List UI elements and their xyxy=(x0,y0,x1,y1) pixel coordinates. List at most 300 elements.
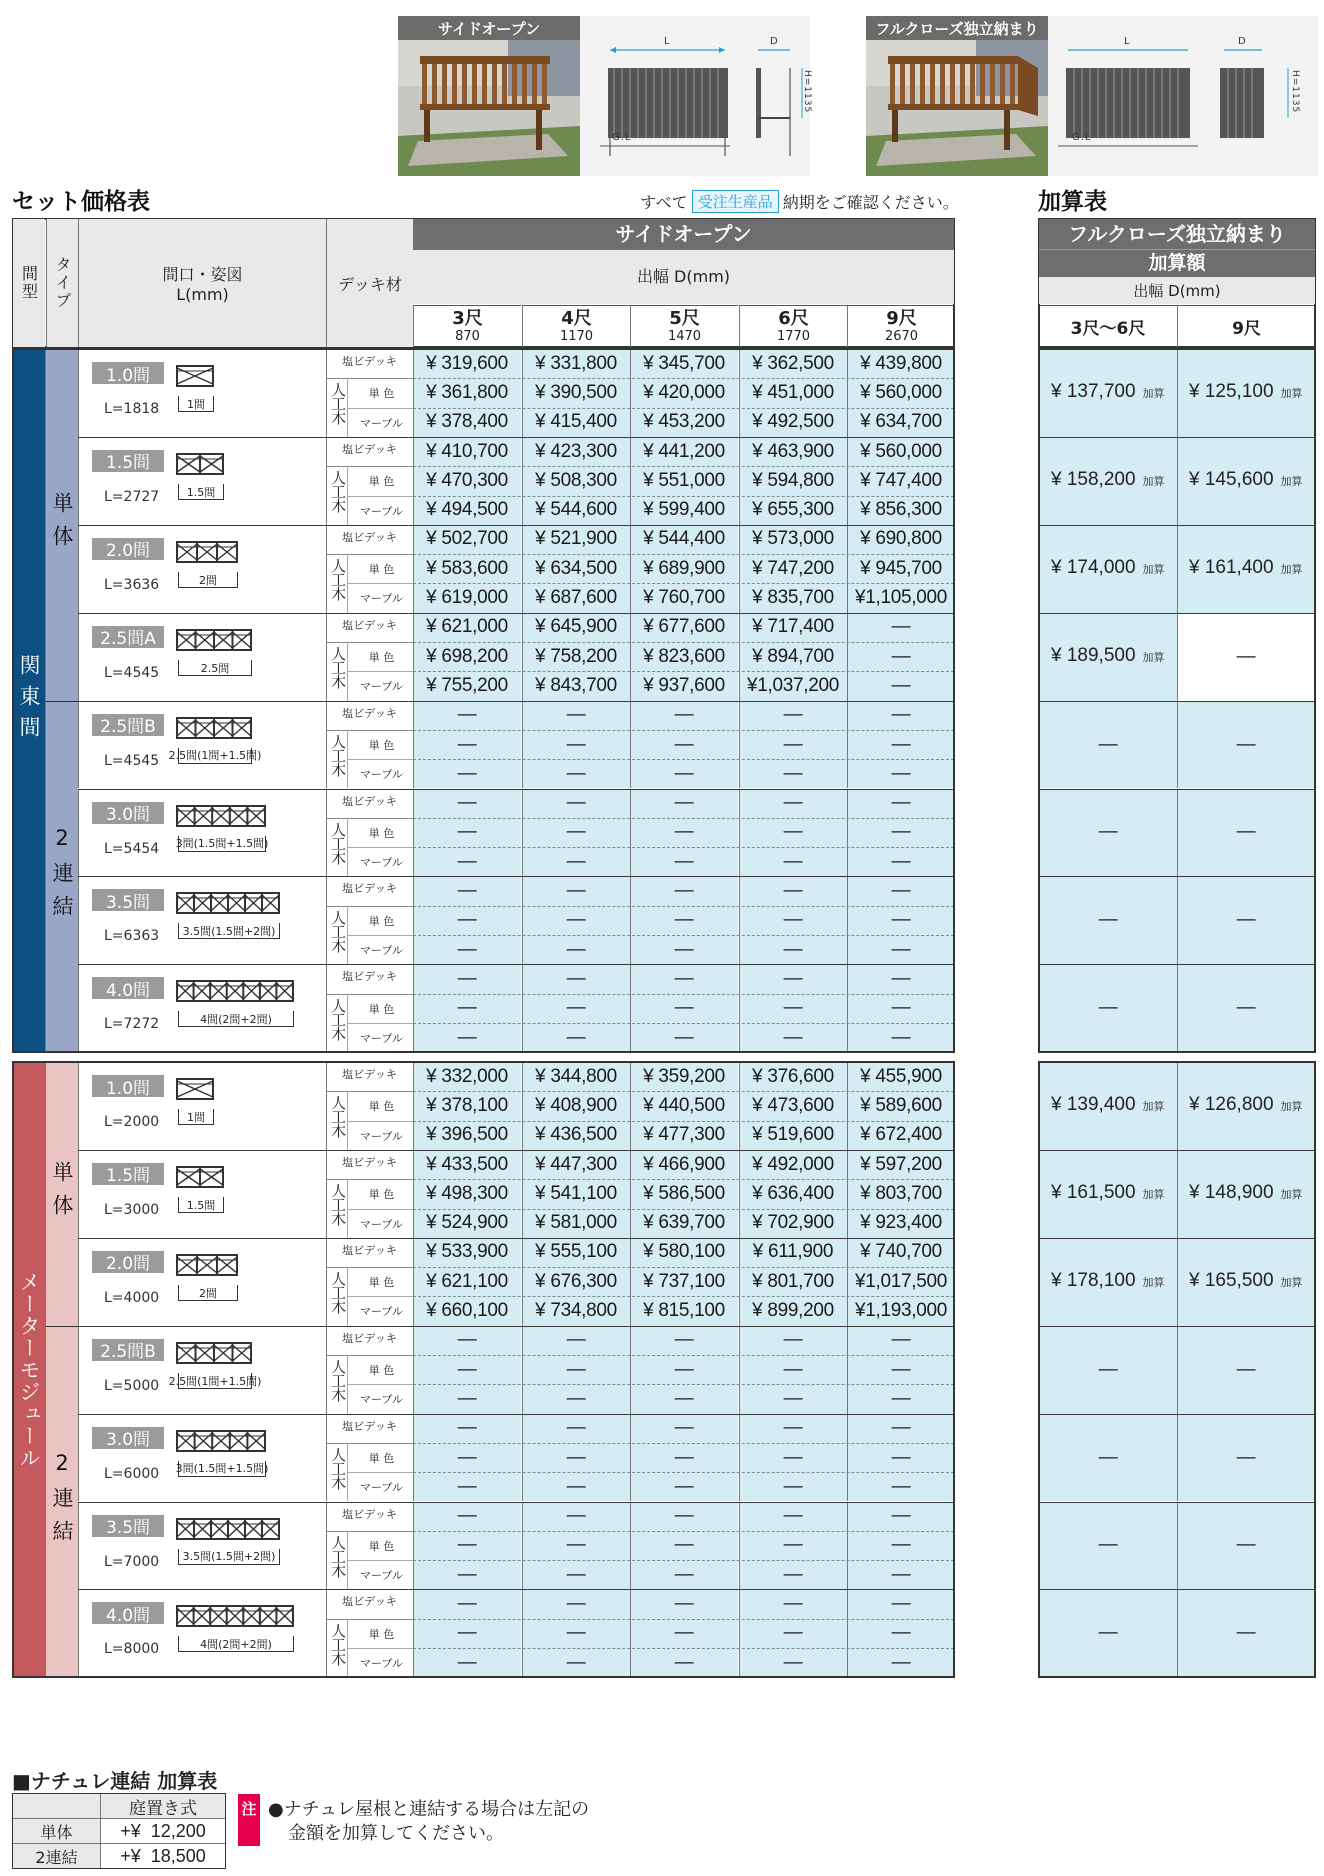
price-cell: ¥ 581,000 xyxy=(535,1212,617,1234)
add-cell xyxy=(1189,381,1303,403)
deck-divider-2 xyxy=(347,1121,413,1122)
add-cell: — xyxy=(1236,645,1256,667)
price-cell: — xyxy=(566,1563,586,1585)
deck-jinkou-label: 人工木 xyxy=(329,733,347,776)
row-separator xyxy=(78,876,955,877)
deck-divider-v xyxy=(347,906,348,965)
maguchi-badge: 2.0間 xyxy=(92,538,164,560)
maguchi-length: L=4000 xyxy=(104,1289,160,1306)
deck-divider-v xyxy=(347,1619,348,1678)
deck-divider-2 xyxy=(347,847,413,848)
deck-divider-v xyxy=(347,554,348,613)
price-cell: — xyxy=(783,1651,803,1673)
price-cell: ¥ 717,400 xyxy=(752,616,834,638)
group-label: メーターモジュール xyxy=(17,1270,41,1469)
price-cell: — xyxy=(566,1534,586,1556)
price-cell: — xyxy=(783,762,803,784)
price-cell: — xyxy=(566,1505,586,1527)
nature-row-label-0: 単体 xyxy=(13,1818,100,1843)
price-cell: — xyxy=(457,821,477,843)
row-separator xyxy=(1039,1326,1316,1327)
price-cell: — xyxy=(457,1475,477,1497)
price-cell: ¥ 361,800 xyxy=(426,381,508,403)
price-cell: ¥ 599,400 xyxy=(643,499,725,521)
maguchi-figure-label: 1.5間 xyxy=(178,484,224,500)
price-cell: ¥ 689,900 xyxy=(643,557,725,579)
price-cell: ¥ 533,900 xyxy=(426,1241,508,1263)
maguchi-badge: 1.5間 xyxy=(92,1163,164,1185)
dim-H-label: H=1135 xyxy=(802,70,812,114)
price-cell: — xyxy=(457,1593,477,1615)
price-cell: ¥ 477,300 xyxy=(643,1124,725,1146)
price-cell: ¥ 466,900 xyxy=(643,1153,725,1175)
deck-marble-label: マーブル xyxy=(359,1481,403,1495)
price-cell: ¥ 823,600 xyxy=(643,645,725,667)
deck-divider-2 xyxy=(347,1384,413,1385)
price-cell: ¥ 583,600 xyxy=(426,557,508,579)
add-value: ¥ 174,000 xyxy=(1051,556,1136,578)
deck-jinkou-label: 人工木 xyxy=(329,470,347,513)
size-mm: 870 xyxy=(455,329,480,344)
price-cell: — xyxy=(891,762,911,784)
maguchi-length: L=5454 xyxy=(104,840,160,857)
add-suffix: 加算 xyxy=(1280,1276,1303,1289)
deck-resin-label: 塩ビデッキ xyxy=(342,618,397,632)
deck-jinkou-label: 人工木 xyxy=(329,1095,347,1138)
size-mm: 2670 xyxy=(884,329,919,344)
price-cell: ¥ 439,800 xyxy=(860,352,942,374)
price-cell: — xyxy=(891,1475,911,1497)
price-cell: — xyxy=(783,850,803,872)
price-cell: — xyxy=(783,1563,803,1585)
deck-marble-label: マーブル xyxy=(359,1393,403,1407)
add-suffix: 加算 xyxy=(1142,1276,1165,1289)
add-cell: — xyxy=(1098,997,1118,1019)
price-cell: — xyxy=(891,1563,911,1585)
price-row-divider xyxy=(413,1091,954,1092)
add-value: ¥ 137,700 xyxy=(1051,380,1136,402)
price-cell: — xyxy=(783,909,803,931)
deck-resin-label: 塩ビデッキ xyxy=(342,1243,397,1257)
deck-tan-label: 単 色 xyxy=(368,387,395,401)
add-cell: — xyxy=(1236,733,1256,755)
addition-title: 加算表 xyxy=(1038,189,1107,215)
add-value: ¥ 165,500 xyxy=(1189,1269,1274,1291)
maguchi-figure-label: 3.5間(1.5間+2間) xyxy=(178,1549,280,1565)
price-cell: ¥ 463,900 xyxy=(752,440,834,462)
price-cell: ¥ 580,100 xyxy=(643,1241,725,1263)
nature-header: 庭置き式 xyxy=(100,1794,225,1818)
price-cell: — xyxy=(674,1446,694,1468)
price-cell: — xyxy=(457,1534,477,1556)
add-value: ¥ 158,200 xyxy=(1051,468,1136,490)
deck-divider xyxy=(326,1619,413,1620)
price-cell: — xyxy=(783,1026,803,1048)
add-cell: — xyxy=(1236,1358,1256,1380)
price-cell: — xyxy=(566,938,586,960)
photo2-label: フルクローズ独立納まり xyxy=(866,16,1048,40)
price-cell: — xyxy=(566,967,586,989)
maguchi-length: L=6363 xyxy=(104,928,160,945)
add-cell xyxy=(1189,1270,1303,1292)
price-cell: ¥ 560,000 xyxy=(860,440,942,462)
price-cell: ¥ 672,400 xyxy=(860,1124,942,1146)
price-row-divider xyxy=(413,583,954,584)
deck-divider xyxy=(326,642,413,643)
maguchi-badge: 1.0間 xyxy=(92,1075,164,1097)
add-cell: — xyxy=(1236,1446,1256,1468)
nature-addition-table xyxy=(12,1793,226,1869)
header-add-amount: 加算額 xyxy=(1039,249,1315,277)
maguchi-length: L=5000 xyxy=(104,1377,160,1394)
price-cell: — xyxy=(674,1358,694,1380)
add-value: ¥ 125,100 xyxy=(1189,380,1274,402)
price-cell: ¥ 636,400 xyxy=(752,1182,834,1204)
add-cell: — xyxy=(1236,1622,1256,1644)
price-cell: ¥ 645,900 xyxy=(535,616,617,638)
price-cell: ¥ 331,800 xyxy=(535,352,617,374)
row-separator xyxy=(1039,1238,1316,1239)
price-cell: — xyxy=(566,1622,586,1644)
add-value: ¥ 161,500 xyxy=(1051,1181,1136,1203)
price-cell: — xyxy=(783,1358,803,1380)
price-cell: ¥1,193,000 xyxy=(854,1300,948,1322)
price-cell: ¥ 899,200 xyxy=(752,1300,834,1322)
price-cell: — xyxy=(891,1026,911,1048)
deck-divider xyxy=(326,1355,413,1356)
price-cell: — xyxy=(891,1505,911,1527)
add-suffix: 加算 xyxy=(1142,387,1165,400)
deck-divider xyxy=(326,378,413,379)
add-cell: — xyxy=(1098,1622,1118,1644)
price-cell: ¥ 923,400 xyxy=(860,1212,942,1234)
deck-divider-v xyxy=(347,378,348,437)
deck-jinkou-label: 人工木 xyxy=(329,382,347,425)
deck-divider-v xyxy=(347,818,348,877)
price-cell: — xyxy=(891,674,911,696)
deck-divider-2 xyxy=(347,1648,413,1649)
price-cell: — xyxy=(566,1651,586,1673)
deck-jinkou-label: 人工木 xyxy=(329,1183,347,1226)
price-cell: — xyxy=(674,1622,694,1644)
maguchi-figure-icon xyxy=(176,980,296,1006)
price-row-divider xyxy=(413,1355,954,1356)
price-row-divider xyxy=(413,1267,954,1268)
price-cell: — xyxy=(566,792,586,814)
row-separator xyxy=(78,1150,955,1151)
row-separator xyxy=(1039,701,1316,702)
price-cell: ¥ 441,200 xyxy=(643,440,725,462)
deck-resin-label: 塩ビデッキ xyxy=(342,706,397,720)
type-column xyxy=(45,1326,78,1678)
type-label: 単体 xyxy=(50,491,74,558)
price-cell: — xyxy=(566,1329,586,1351)
maguchi-figure-label: 1.5間 xyxy=(178,1197,224,1213)
deck-tan-label: 単 色 xyxy=(368,826,395,840)
row-separator xyxy=(1039,613,1316,614)
deck-jinkou-label: 人工木 xyxy=(329,997,347,1040)
header-full-close: フルクローズ独立納まり xyxy=(1039,219,1315,249)
deck-resin-label: 塩ビデッキ xyxy=(342,1507,397,1521)
maguchi-figure-label: 2間 xyxy=(178,572,238,588)
price-cell: — xyxy=(891,1651,911,1673)
price-cell: — xyxy=(891,938,911,960)
deck-divider-v xyxy=(347,1443,348,1502)
size-shaku: 9尺 xyxy=(886,308,917,329)
add-suffix: 加算 xyxy=(1280,1100,1303,1113)
add-cell xyxy=(1051,381,1165,403)
price-cell: ¥ 447,300 xyxy=(535,1153,617,1175)
price-cell: — xyxy=(566,733,586,755)
maguchi-figure-icon xyxy=(176,1166,226,1192)
add-cell xyxy=(1189,1182,1303,1204)
price-cell: ¥ 698,200 xyxy=(426,645,508,667)
price-cell: — xyxy=(566,1593,586,1615)
add-value: ¥ 148,900 xyxy=(1189,1181,1274,1203)
deck-divider xyxy=(326,1443,413,1444)
maguchi-length: L=2000 xyxy=(104,1114,160,1130)
add-suffix: 加算 xyxy=(1280,387,1303,400)
deck-jinkou-label: 人工木 xyxy=(329,1622,347,1665)
price-cell: — xyxy=(566,997,586,1019)
price-cell: — xyxy=(457,1563,477,1585)
price-cell: — xyxy=(566,909,586,931)
deck-marble-label: マーブル xyxy=(359,1129,403,1143)
header-type-label: タイプ xyxy=(53,256,72,310)
price-cell: — xyxy=(457,704,477,726)
deck-tan-label: 単 色 xyxy=(368,1002,395,1016)
price-cell: ¥ 492,500 xyxy=(752,411,834,433)
header-deck: デッキ材 xyxy=(326,219,413,347)
price-cell: — xyxy=(674,1651,694,1673)
maguchi-figure-icon xyxy=(176,1254,240,1280)
price-cell: — xyxy=(566,1475,586,1497)
maguchi-figure-icon xyxy=(176,1605,296,1631)
add-cell: — xyxy=(1098,909,1118,931)
price-cell: ¥ 758,200 xyxy=(535,645,617,667)
price-cell: — xyxy=(674,1417,694,1439)
price-row-divider xyxy=(413,1619,954,1620)
price-cell: — xyxy=(457,762,477,784)
price-cell: — xyxy=(674,1563,694,1585)
price-cell: — xyxy=(783,1505,803,1527)
size-mm: 1470 xyxy=(667,329,702,344)
deck-resin-label: 塩ビデッキ xyxy=(342,1068,397,1081)
row-separator xyxy=(78,701,955,702)
price-cell: — xyxy=(783,1534,803,1556)
deck-divider-v xyxy=(347,730,348,789)
deck-divider-2 xyxy=(347,1209,413,1210)
price-cell: ¥ 423,300 xyxy=(535,440,617,462)
maguchi-figure-label: 1間 xyxy=(178,396,214,412)
price-cell: ¥ 551,000 xyxy=(643,469,725,491)
row-separator xyxy=(78,1414,955,1415)
maguchi-length: L=4545 xyxy=(104,664,160,681)
price-cell: ¥ 690,800 xyxy=(860,528,942,550)
note-mark: 注 xyxy=(238,1794,260,1846)
price-cell: — xyxy=(891,1446,911,1468)
price-row-divider xyxy=(413,730,954,731)
deck-jinkou-label: 人工木 xyxy=(329,909,347,952)
price-cell: — xyxy=(891,909,911,931)
price-cell: ¥ 619,000 xyxy=(426,587,508,609)
price-cell: ¥ 378,400 xyxy=(426,411,508,433)
price-cell: — xyxy=(891,1387,911,1409)
price-row-divider xyxy=(413,1023,954,1024)
row-separator xyxy=(1039,1414,1316,1415)
price-cell: ¥ 815,100 xyxy=(643,1300,725,1322)
price-cell: — xyxy=(457,1651,477,1673)
deck-divider-v xyxy=(347,1091,348,1150)
maguchi-badge: 3.5間 xyxy=(92,889,164,911)
maguchi-figure-icon xyxy=(176,541,240,567)
price-cell: ¥ 524,900 xyxy=(426,1212,508,1234)
deck-divider xyxy=(326,1091,413,1092)
row-separator xyxy=(78,789,955,790)
row-separator xyxy=(78,1502,955,1503)
nature-row-value-1: +¥ 18,500 xyxy=(100,1843,225,1868)
row-separator xyxy=(1039,876,1316,877)
price-cell: ¥ 687,600 xyxy=(535,587,617,609)
deck-jinkou-label: 人工木 xyxy=(329,1271,347,1314)
price-cell: — xyxy=(674,967,694,989)
deck-tan-label: 単 色 xyxy=(368,1627,395,1641)
deck-divider-2 xyxy=(347,408,413,409)
price-cell: — xyxy=(783,1475,803,1497)
add-value: ¥ 126,800 xyxy=(1189,1093,1274,1115)
price-cell: — xyxy=(891,645,911,667)
price-cell: — xyxy=(783,733,803,755)
deck-divider-v xyxy=(347,642,348,701)
deck-marble-label: マーブル xyxy=(359,944,403,957)
price-cell: ¥ 734,800 xyxy=(535,1300,617,1322)
deck-divider xyxy=(326,1179,413,1180)
maguchi-badge: 4.0間 xyxy=(92,1602,164,1624)
size-shaku: 3尺 xyxy=(452,308,483,329)
price-cell: — xyxy=(891,733,911,755)
price-cell: ¥ 420,000 xyxy=(643,381,725,403)
add-cell xyxy=(1051,1094,1165,1116)
price-cell: — xyxy=(891,792,911,814)
maguchi-figure-label: 3間(1.5間+1.5間) xyxy=(175,1462,269,1476)
deck-divider-2 xyxy=(347,1472,413,1473)
price-cell: ¥ 611,900 xyxy=(752,1241,834,1263)
price-row-divider xyxy=(413,1472,954,1473)
dim-GL-label-2: G.L xyxy=(1072,132,1092,143)
price-cell: ¥ 597,200 xyxy=(860,1153,942,1175)
price-cell: — xyxy=(674,1026,694,1048)
deck-tan-label: 単 色 xyxy=(368,1364,395,1377)
price-cell: — xyxy=(891,1358,911,1380)
deck-resin-label: 塩ビデッキ xyxy=(342,970,397,984)
deck-divider-v xyxy=(347,466,348,525)
price-row-divider xyxy=(413,671,954,672)
price-cell: ¥ 344,800 xyxy=(535,1065,617,1087)
maguchi-badge: 1.5間 xyxy=(92,450,164,472)
size-shaku: 4尺 xyxy=(561,308,592,329)
deck-resin-label: 塩ビデッキ xyxy=(342,355,397,368)
maguchi-figure-icon xyxy=(176,1430,268,1456)
price-cell: — xyxy=(674,1475,694,1497)
price-cell: — xyxy=(457,792,477,814)
price-cell: ¥ 502,700 xyxy=(426,528,508,550)
price-row-divider xyxy=(413,496,954,497)
price-cell: ¥ 634,500 xyxy=(535,557,617,579)
price-cell: — xyxy=(674,1593,694,1615)
note-line-1: ●ナチュレ屋根と連結する場合は左記の xyxy=(268,1799,590,1820)
row-separator xyxy=(78,1326,955,1327)
row-separator xyxy=(78,525,955,526)
order-badge: 受注生産品 xyxy=(692,190,779,213)
price-cell: — xyxy=(674,704,694,726)
price-cell: — xyxy=(674,762,694,784)
maguchi-figure-icon xyxy=(176,1518,282,1544)
deck-divider-v xyxy=(347,1179,348,1238)
maguchi-badge: 2.5間B xyxy=(92,1339,164,1361)
price-row-divider xyxy=(413,994,954,995)
deck-divider-2 xyxy=(347,1560,413,1561)
price-cell: ¥ 589,600 xyxy=(860,1094,942,1116)
deck-resin-label: 塩ビデッキ xyxy=(342,882,397,896)
price-cell: — xyxy=(783,1593,803,1615)
price-cell: — xyxy=(891,880,911,902)
header-ma-cell xyxy=(13,219,45,347)
row-separator xyxy=(78,437,955,438)
price-cell: ¥ 594,800 xyxy=(752,469,834,491)
add-cell: — xyxy=(1098,1534,1118,1556)
deck-divider-2 xyxy=(347,1023,413,1024)
deck-divider xyxy=(326,466,413,467)
dim-GL-label: G.L xyxy=(612,132,632,143)
maguchi-length: L=3000 xyxy=(104,1201,160,1218)
price-cell: — xyxy=(891,1329,911,1351)
price-row-divider xyxy=(413,1384,954,1385)
price-cell: — xyxy=(783,967,803,989)
add-cell: — xyxy=(1098,1358,1118,1380)
price-cell: — xyxy=(674,1329,694,1351)
maguchi-figure-icon xyxy=(176,805,268,831)
add-cell xyxy=(1051,645,1165,667)
price-cell: — xyxy=(457,1505,477,1527)
add-suffix: 加算 xyxy=(1142,651,1165,664)
add-cell: — xyxy=(1236,909,1256,931)
deck-resin-label: 塩ビデッキ xyxy=(342,1331,397,1345)
deck-marble-label: マーブル xyxy=(359,1569,403,1583)
price-cell: ¥ 856,300 xyxy=(860,499,942,521)
deck-divider xyxy=(326,554,413,555)
price-row-divider xyxy=(413,1531,954,1532)
note-line-2: 金額を加算してください。 xyxy=(288,1823,504,1844)
maguchi-length: L=3636 xyxy=(104,576,160,593)
price-row-divider xyxy=(413,906,954,907)
deck-divider xyxy=(326,1267,413,1268)
maguchi-figure-label: 2.5間 xyxy=(178,660,252,676)
header-debaba: 出幅 D(mm) xyxy=(413,249,954,304)
nature-row-label-1: 2連結 xyxy=(13,1843,100,1868)
deck-marble-label: マーブル xyxy=(359,504,403,518)
add-cell xyxy=(1051,469,1165,491)
price-cell: ¥ 835,700 xyxy=(752,587,834,609)
type-label: 2連結 xyxy=(50,825,74,928)
row-separator xyxy=(78,964,955,965)
header-maguchi-unit: L(mm) xyxy=(176,285,229,304)
type-column xyxy=(45,1062,78,1326)
maguchi-length: L=6000 xyxy=(104,1465,160,1482)
price-cell: ¥ 702,900 xyxy=(752,1212,834,1234)
deck-tan-label: 単 色 xyxy=(368,563,395,577)
price-cell: — xyxy=(891,1593,911,1615)
deck-jinkou-label: 人工木 xyxy=(329,558,347,601)
